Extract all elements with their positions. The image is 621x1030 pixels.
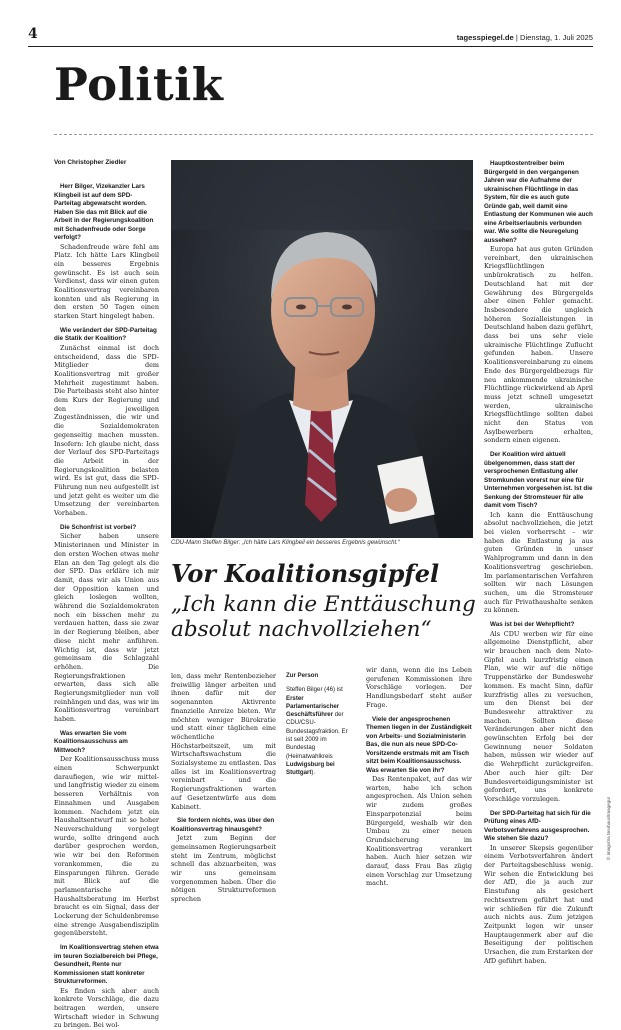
person-box-text: Steffen Bilger (46) ist <box>286 686 343 694</box>
interview-question: Was erwarten Sie vom Koalitionsausschuss am Mittwoch? <box>54 729 128 754</box>
masthead <box>400 33 593 42</box>
person-box-role: Erster Parlamentarischer Geschäftsführer <box>286 694 340 719</box>
interview-answer: Europa hat aus guten Gründen vereinbart, den ukrainischen Kriegsflüchtlingen unbürokratisch zu helfen. Deutschland hat mit der Gewährung des Bürgergelds aber einen Fehler gemacht. Insbesondere die ungleich höheren Sozialleistungen in Deutschland haben dazu geführt, dass bei uns sehr viele ukrainische Flüchtlinge Zuflucht gefunden haben. Unsere Koalitionsvereinbarung zu einem Ende des Bürgergeldbezugs für neu ankommende ukrainische Flüchtlinge rückwirkend ab April muss jetzt schnell umgesetzt werden, ukrainische Kriegsflüchtlinge sollten dabei nicht den Status von Asylbewerbern erhalten, sondern einen eigenen. <box>484 245 593 445</box>
person-box-constituency: Ludwigsburg bei Stuttgart <box>286 760 335 777</box>
masthead-date: Dienstag, 1. Juli 2025 <box>519 33 593 42</box>
interview-answer: len, dass mehr Rentenbezieher freiwillig länger arbeiten und ihnen dafür mit der sogenannten Aktivrente finanzielle Anreize bieten. Wir möchten weniger Bürokratie und statt einer täglichen eine wöchentliche Höchstarbeitszeit, um mit Wirtschaftswachstum die Sozialsysteme zu entlasten. Das alles ist im Koalitionsvertrag vereinbart – und die Regierungsfraktionen warten auf Gesetzentwürfe aus dem Kabinett. <box>171 672 276 811</box>
interview-answer: Das Rentenpaket, auf das wir warten, habe ich schon angesprochen. Als Union sehen wir zudem großes Einsparpotenzial beim Bürgergeld, weshalb wir den Umbau zu einer neuen Grundsicherung im Koalitionsvertrag verankert haben. Auch hier setzen wir darauf, dass Frau Bas zügig einen Vorschlag zur Umsetzung macht. <box>366 775 472 888</box>
interview-answer: In unserer Skepsis gegenüber einem Verbotsverfahren ändert der Parteitagsbeschluss wenig. Wir sehen die Entwicklung bei der AfD, die ja auch zur Einstufung als gesichert rechtsextrem geführt hat und wir schließen für die Zukunft auch nichts aus. Zum jetzigen Zeitpunkt legen wir unser Hauptaugenmerk aber auf die Beseitigung der politischen Ursachen, die zum Erstarken der AfD geführt haben. <box>484 843 593 965</box>
kicker: Vor Koalitionsgipfel <box>171 559 440 588</box>
portrait-photo <box>171 160 473 538</box>
portrait-illustration <box>171 160 473 538</box>
column-4 <box>484 160 593 966</box>
page-number: 4 <box>28 26 38 42</box>
interview-question: Viele der angesprochenen Themen liegen in der Zuständigkeit von Arbeits- und Sozialministerin Bas, die nun als neue SPD-Co-Vorsitzende erstmals mit am Tisch sitzt beim Koalitionsausschuss. Was erwarten Sie von ihr? <box>366 715 472 774</box>
interview-answer: Als CDU werben wir für eine allgemeine Dienstpflicht, aber wir brauchen nach dem Nato-Gipfel auch kurzfristig einen Plan, wie wir auf die nötige Truppenstärke der Bundeswehr kommen. Es macht Sinn, dafür kurzfristig alles zu versuchen, um den Dienst bei der Bundeswehr attraktiver zu machen. Sollten diese Veränderungen aber nicht den gewünschten Erfolg bei der Gewinnung neuer Soldaten haben, müssen wir wieder auf die Wehrpflicht zurückgreifen. Aber auch hier gilt: Der Bundesverteidigungsminister ist gefordert, uns konkrete Vorschläge vorzulegen. <box>484 629 593 803</box>
interview-question: Was ist bei der Wehrpflicht? <box>490 621 575 629</box>
headline: „Ich kann die Enttäuschung absolut nachvollziehen“ <box>171 592 476 642</box>
column-2 <box>171 672 276 904</box>
interview-answer: wir dann, wenn die ins Leben gerufenen Kommissionen ihre Vorschläge vorlegen. Der Handlungsbedarf steht außer Frage. <box>366 666 472 709</box>
interview-answer: Es finden sich aber auch konkrete Vorschläge, die dazu beitragen werden, unsere Wirtschaft wieder in Schwung zu bringen. Bei wol- <box>54 986 159 1030</box>
interview-question: Herr Bilger, Vizekanzler Lars Klingbeil ist auf dem SPD-Parteitag abgewatscht worden. Haben Sie das mit Blick auf die Arbeit in der Regierungskoalition mit Schadenfreude oder Sorge verfolgt? <box>54 183 154 241</box>
interview-question: Wie verändert der SPD-Parteitag die Statik der Koalition? <box>54 326 157 343</box>
interview-question: Im Koalitionsvertrag stehen etwa im teuren Sozialbereich bei Pflege, Gesundheit, Rente nur Kommissionen statt konkreter Strukturreformen. <box>54 944 159 986</box>
photo-caption: CDU-Mann Steffen Bilger: „Ich hätte Lars Klingbeil ein besseres Ergebnis gewünscht.“ <box>171 540 400 546</box>
photo-credit: © Imago/Ira Neuhaus/Imagegur <box>606 796 611 860</box>
masthead-separator: | <box>515 33 520 42</box>
interview-question: Hauptkostentreiber beim Bürgergeld in den vergangenen Jahren war die Aufnahme der ukrainischen Flüchtlinge in das System, für die es auch gute Gründe gab, weil damit eine Entlastung der Kommunen wie auch eine Arbeitserlaubnis verbunden war. Wie sollte die Neuregelung aussehen? <box>484 160 593 244</box>
interview-answer: Zunächst einmal ist doch entscheidend, dass die SPD-Mitglieder dem Koalitionsvertrag mit großer Mehrheit zugestimmt haben. Die Parteibasis steht also hinter dem Kurs der Regierung und den jeweiligen Zugeständnissen, die wir und die Sozialdemokraten gegenseitig machen mussten. Insofern: Ich glaube nicht, dass der Verlauf des SPD-Parteitags die Arbeit in der Regierungskoalition belasten wird. Es ist gut, dass die SPD-Führung nun neu aufgestellt ist und jetzt geht es weiter um die Umsetzung der vereinbarten Vorhaben. <box>54 343 159 518</box>
header-rule <box>28 46 593 47</box>
person-box-text2: der CDU/CSU-Bundestagsfraktion. Er ist seit 2009 im Bundestag (Heimatwahlkreis <box>286 711 348 760</box>
column-3 <box>366 666 472 888</box>
person-box-heading: Zur Person <box>286 672 319 679</box>
interview-answer: Jetzt zum Beginn der gemeinsamen Regierungsarbeit steht im Zentrum, möglichst schnell das abzuarbeiten, was wir uns gemeinsam vorgenommen haben. Über die nötigen Strukturreformen sprechen <box>171 834 276 904</box>
column-1 <box>54 183 159 1030</box>
interview-answer: Sicher haben unsere Ministerinnen und Minister in den ersten Wochen etwas mehr Elan an den Tag gelegt als die der SPD. Das erkläre ich mir damit, dass wir als Union aus der Opposition kamen und gleich loslegen wollten, während die Sozialdemokraten noch ein bisschen mehr zu verdauen hatten, dass sie zwar in der Regierung bleiben, aber diese nicht mehr anführen. Wichtig ist, dass wir jetzt gemeinsam die Schlagzahl erhöhen. Die Regierungsfraktionen erwarten, dass sich alle Regierungsmitglieder nun voll reinhängen und das, was wir im Koalitionsvertrag vereinbart haben. <box>54 532 159 724</box>
interview-answer: Schadenfreude wäre fehl am Platz. Ich hätte Lars Klingbeil ein besseres Ergebnis gewünscht. Es ist auch sein Verdienst, dass wir einen guten Koalitionsvertrag vereinbaren konnten und als Regierung in den ersten 50 Tagen einen starken Start hingelegt haben. <box>54 242 159 321</box>
interview-answer: Der Koalitionsausschuss muss einen Schwerpunkt daraufiegen, wie wir mittel- und langfristig wieder zu einem besseren Verhältnis von Einnahmen und Ausgaben kommen. Nachdem jetzt ein Haushaltsentwurf mit so hoher Neuverschuldung vorgelegt wurde, sollte dringend auch darüber gesprochen werden, wie wir bei den Reformen vorankommen, die zu Einsparungen führen. Gerade mit Blick auf die parlamentarische Haushaltsberatung im Herbst braucht es ein Signal, dass der Lockerung der Schuldenbremse eine strenge Ausgabendisziplin gegenübersteht. <box>54 755 159 938</box>
interview-question: Der Koalition wird aktuell übelgenommen, dass statt der versprochenen Entlastung aller Stromkunden vorerst nur eine für Unternehmen vorgesehen ist. Ist die Senkung der Stromsteuer für alle damit vom Tisch? <box>484 451 593 510</box>
author-line: Von Christopher Ziedler <box>54 159 127 166</box>
interview-question: Sie fordern nichts, was über den Koalitionsvertrag hinausgeht? <box>171 817 275 833</box>
section-divider <box>54 134 593 135</box>
person-box-end: ). <box>311 769 316 777</box>
interview-answer: Ich kann die Enttäuschung absolut nachvollziehen, die jetzt bei vielen vorherrscht – wir haben die Entlastung ja aus guten Gründen in unser Wahlprogramm und dann in den Koalitionsvertrag geschrieben. Im parlamentarischen Verfahren sollten wir nach Lösungen suchen, um die Stromsteuer auch für Privathaushalte senken zu können. <box>484 510 593 615</box>
person-info-box <box>286 672 348 778</box>
interview-question: Der SPD-Parteitag hat sich für die Prüfung eines AfD-Verbotsverfahrens ausgesprochen. Wie stehen Sie dazu? <box>484 809 591 843</box>
section-title: Politik <box>54 58 224 111</box>
masthead-site[interactable]: tagesspiegel.de <box>456 33 514 42</box>
interview-question: Die Schonfrist ist vorbei? <box>60 523 137 531</box>
